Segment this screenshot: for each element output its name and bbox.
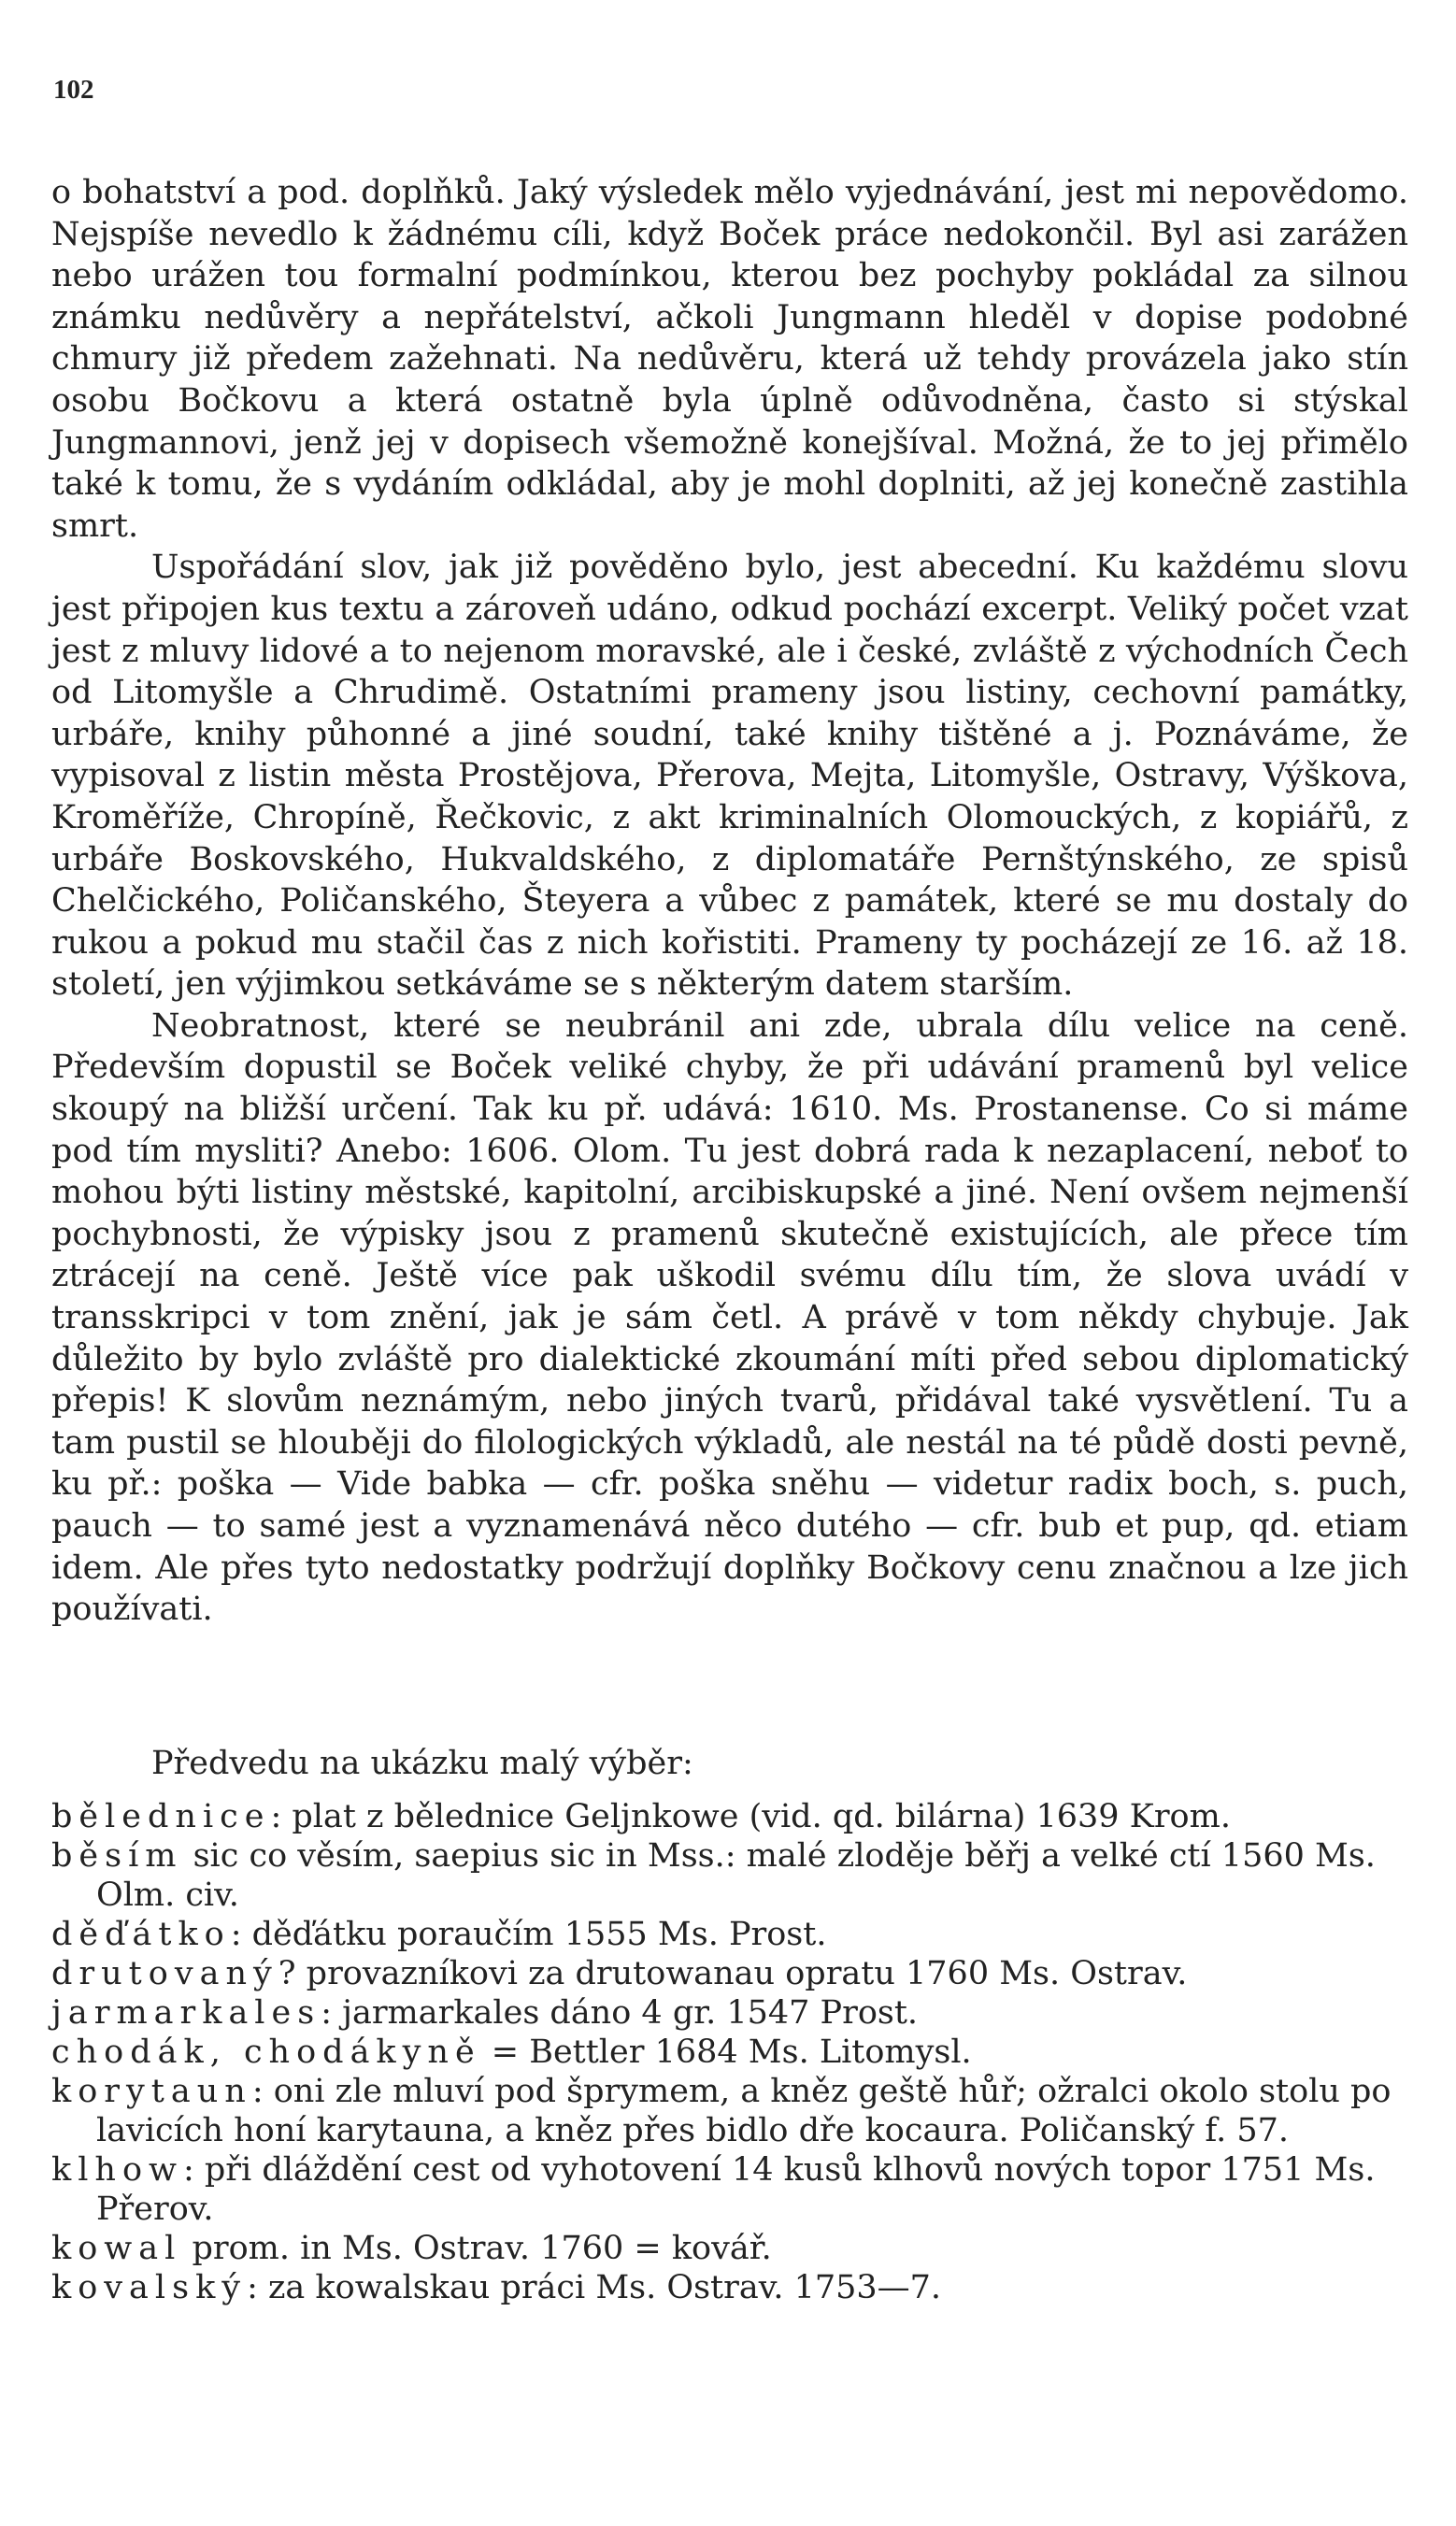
- headword: chodák, chodákyně: [51, 2034, 481, 2071]
- paragraph: o bohatství a pod. doplňků. Jaký výsledek mělo vyjednávání, jest mi nepovědomo. Nejspíše nevedlo k žádnému cíli, když Boček práce nedokončil. Byl asi zarážen nebo urážen tou formalní podmínkou, kterou bez pochyby pokládal za silnou známku nedůvěry a nepřátelství, ačkoli Jungmann hleděl v dopise podobné chmury již předem zažehnati. Na nedůvěru, která už tehdy provázela jako stín osobu Bočkovu a která ostatně byla úplně odůvodněna, často si stýskal Jungmannovi, jenž jej v dopisech všemožně konejšíval. Možná, že to jej přimělo také k tomu, že s vydáním odkládal, aby je mohl doplniti, až jej konečně zastihla smrt.: [51, 174, 1408, 545]
- glossary-entry: [51, 1993, 1408, 2033]
- glossary-entry: [51, 1797, 1408, 1836]
- headword: kowal: [51, 2230, 182, 2267]
- headword: kovalský: [51, 2269, 248, 2306]
- page-number: 102: [53, 75, 94, 105]
- headword: klhow: [51, 2151, 183, 2189]
- entry-text: ? provazníkovi za drutowanau opratu 1760 Ms. Ostrav.: [278, 1955, 1188, 1992]
- body-text: [51, 172, 1408, 1631]
- headword: jarmarkales: [51, 1994, 321, 2032]
- entry-text: prom. in Ms. Ostrav. 1760 = kovář.: [181, 2230, 772, 2267]
- entry-text: : za kowalskau práci Ms. Ostrav. 1753—7.: [247, 2269, 942, 2306]
- glossary-entry: [51, 2072, 1408, 2150]
- sample-intro: Předvedu na ukázku malý výběr:: [151, 1745, 693, 1782]
- glossary-entry: [51, 2150, 1408, 2229]
- paragraph: Uspořádání slov, jak již pověděno bylo, jest abecední. Ku každému slovu jest připojen kus textu a zároveň udáno, odkud pochází excerpt. Veliký počet vzat jest z mluvy lidové a to nejenom moravské, ale i české, zvláště z východních Čech od Litomyšle a Chrudimě. Ostatními prameny jsou listiny, cechovní památky, urbáře, knihy půhonné a jiné soudní, také knihy tištěné a j. Poznáváme, že vypisoval z listin města Prostějova, Přerova, Mejta, Litomyšle, Ostravy, Výškova, Kroměříže, Chropíně, Řečkovic, z akt kriminalních Olomouckých, z kopiářů, z urbáře Boskovského, Hukvaldského, z diplomatáře Pernštýnského, ze spisů Chelčického, Poličanského, Šteyera a vůbec z památek, které se mu dostaly do rukou a pokud mu stačil čas z nich kořistiti. Prameny ty pocházejí ze 16. až 18. století, jen výjimkou setkáváme se s některým datem starším.: [51, 549, 1408, 1004]
- headword: drutovaný: [51, 1955, 278, 1992]
- glossary-entry: [51, 2229, 1408, 2268]
- entry-text: : při dláždění cest od vyhotovení 14 kusů klhovů nových topor 1751 Ms. Přerov.: [96, 2151, 1376, 2228]
- glossary-entry: [51, 2033, 1408, 2072]
- glossary-entry: [51, 2268, 1408, 2307]
- glossary-entry: [51, 1836, 1408, 1915]
- paragraph: Neobratnost, které se neubránil ani zde, ubrala dílu velice na ceně. Především dopustil se Boček veliké chyby, že při udávání pramenů byl velice skoupý na bližší určení. Tak ku př. udává: 1610. Ms. Prostanense. Co si máme pod tím mysliti? Anebo: 1606. Olom. Tu jest dobrá rada k nezaplacení, neboť to mohou býti listiny městské, kapitolní, arcibiskupské a jiné. Není ovšem nejmenší pochybnosti, že výpisky jsou z pramenů skutečně existujících, ale přece tím ztrácejí na ceně. Ještě více pak uškodil svému dílu tím, že slova uvádí v transskripci v tom znění, jak je sám četl. A právě v tom někdy chybuje. Jak důležito by bylo zvláště pro dialektické zkoumání míti před sebou diplomatický přepis! K slovům neznámým, nebo jiných tvarů, přidával také vysvětlení. Tu a tam pustil se hlouběji do filologických výkladů, ale nestál na té půdě dosti pevně, ku př.: poška — Vide babka — cfr. poška sněhu — videtur radix boch, s. puch, pauch — to samé jest a vyznamenává něco dutého — cfr. bub et pup, qd. etiam idem. Ale přes tyto nedostatky podržují doplňky Bočkovy cenu značnou a lze jich používati.: [51, 1006, 1408, 1629]
- entry-text: : děďátku poraučím 1555 Ms. Prost.: [230, 1916, 827, 1953]
- entry-text: sic co věsím, saepius sic in Mss.: malé zloděje běřj a velké ctí 1560 Ms. Olm. civ.: [96, 1837, 1376, 1914]
- entry-text: = Bettler 1684 Ms. Litomysl.: [480, 2034, 972, 2071]
- headword: děďátko: [51, 1916, 231, 1953]
- entry-text: : plat z bělednice Geljnkowe (vid. qd. bilárna) 1639 Krom.: [270, 1798, 1231, 1835]
- entry-text: : jarmarkales dáno 4 gr. 1547 Prost.: [321, 1994, 919, 2032]
- glossary-entry: [51, 1915, 1408, 1954]
- glossary-list: [51, 1797, 1408, 2307]
- entry-text: : oni zle mluví pod šprymem, a kněz geště hůř; ožralci okolo stolu po lavicích honí karytauna, a kněz přes bidlo dře kocaura. Poličanský f. 57.: [96, 2073, 1392, 2149]
- glossary-entry: [51, 1954, 1408, 1993]
- headword: běsím: [51, 1837, 183, 1875]
- headword: bělednice: [51, 1798, 271, 1835]
- headword: korytaun: [51, 2073, 252, 2110]
